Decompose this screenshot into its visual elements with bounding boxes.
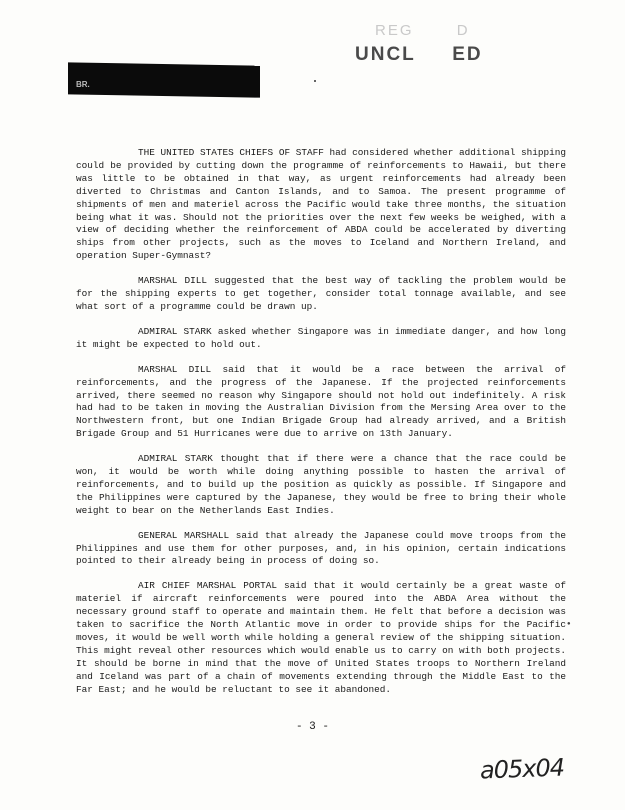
handwritten-note: a05x04 xyxy=(479,753,565,785)
paragraph: ADMIRAL STARK asked whether Singapore was in immediate danger, and how long it might be expected to hold out. xyxy=(76,325,566,350)
margin-mark: ● xyxy=(567,620,571,627)
paragraph: MARSHAL DILL said that it would be a race between the arrival of reinforcements, and the progress of the Japanese. If the projected reinforcements arrived, there seemed no reason why Singapore should not hold out indefinitely. A risk had had to be taken in moving the Australian Division from the Mersing Area over to the Northwestern front, but one Indian Brigade Group had already arrived, and a British Brigade Group and 51 Hurricanes were due to arrive on 13th January. xyxy=(76,363,566,440)
document-body xyxy=(76,147,566,709)
stamp-line-2: UNCL ED xyxy=(355,44,483,65)
paragraph: GENERAL MARSHALL said that already the Japanese could move troops from the Philippines and use them for other purposes, and, in his opinion, certain indications pointed to their already being in process of doing so. xyxy=(76,529,566,567)
paragraph: MARSHAL DILL suggested that the best way of tackling the problem would be for the shipping experts to get together, consider total tonnage available, and see what sort of a programme could be drawn up. xyxy=(76,275,566,312)
stamp-line-1: REG D xyxy=(375,22,470,39)
paragraph: AIR CHIEF MARSHAL PORTAL said that it would certainly be a great waste of materiel if aircraft reinforcements were poured into the ABDA Area without the necessary ground staff to operate and maintain them. He felt that before a decision was taken to sacrifice the North Atlantic move in order to provide ships for the Pacific moves, it would be well worth while holding a general review of the shipping situation. This might reveal other resources which would enable us to carry on with both projects. It should be borne in mind that the move of United States troops to Northern Ireland and Iceland was part of a chain of movements extending through the Middle East to the Far East; and he would be reluctant to see it abandoned. xyxy=(76,580,566,695)
redacted-header-text: BR. xyxy=(76,80,90,89)
redaction-bar xyxy=(68,62,260,97)
page-number: - 3 - xyxy=(295,721,329,733)
paragraph: THE UNITED STATES CHIEFS OF STAFF had considered whether additional shipping could be provided by cutting down the programme of reinforcements to Hawaii, but there was little to be obtained in that way, as urgent reinforcements had already been diverted to Christmas and Canton Islands, and to Samoa. The present programme of shipments of men and materiel across the Pacific would take three months, the situation being what it was. Should not the priorities over the next few weeks be weighed, with a view of deciding whether the reinforcement of ABDA could be accelerated by diverting ships from other projects, such as the moves to Iceland and Northern Ireland, and operation Super-Gymnast? xyxy=(76,147,566,262)
declassification-stamp xyxy=(345,22,535,72)
ink-speck xyxy=(314,80,316,82)
paragraph: ADMIRAL STARK thought that if there were a chance that the race could be won, it would be worth while doing anything possible to hasten the arrival of reinforcements, and to build up the position as quickly as possible. If Singapore and the Philippines were captured by the Japanese, they would be free to bring their whole weight to bear on the Netherlands East Indies. xyxy=(76,453,566,516)
